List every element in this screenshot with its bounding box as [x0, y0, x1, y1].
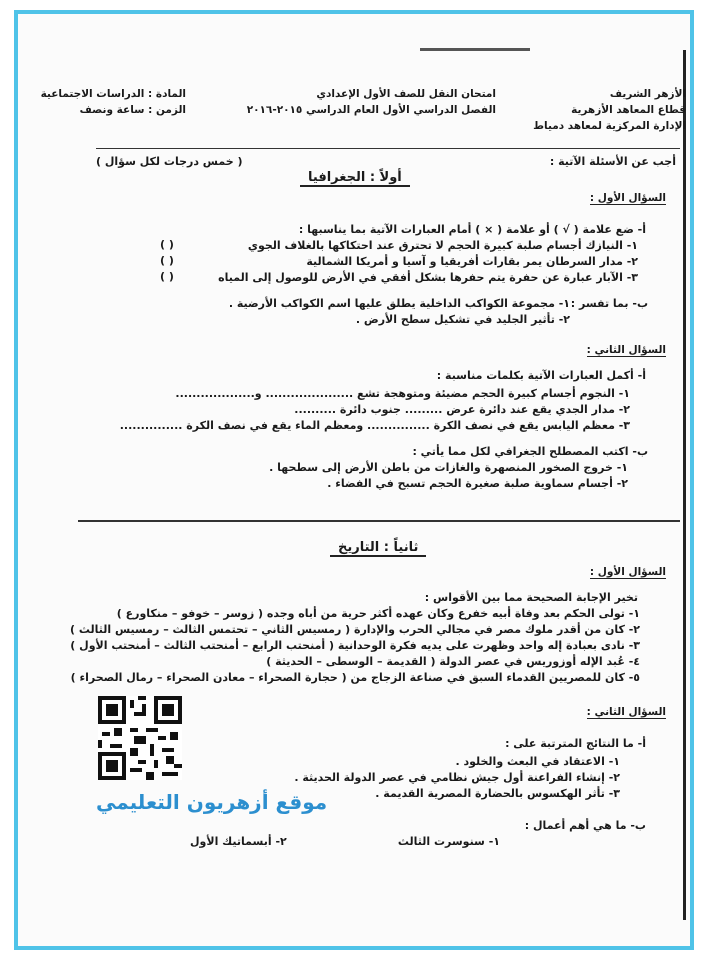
geo-q1a-item: ١- النيازك أجسام صلبة كبيرة الحجم لا تحترق عند احتكاكها بالغلاف الجوي	[247, 239, 638, 252]
geo-q2a-item: ٢- مدار الجدي يقع عند دائرة عرض ......... جنوب دائرة ..........	[294, 403, 630, 416]
hist-q2-label: السؤال الثاني :	[586, 706, 666, 718]
hist-q1-item: ٥- كان للمصريين القدماء السبق في صناعة الزجاج من ( حجارة الصحراء – معادن الصحراء – رمال الصحراء )	[70, 671, 640, 684]
exam-header	[26, 86, 686, 138]
hist-q1-item: ٣- نادى بعبادة إله واحد وظهرت على يديه فكرة الوحدانية ( أمنحتب الرابع – أمنحتب الثالث – أمنحتب الأول )	[70, 639, 640, 652]
hist-q1-item: ٢- كان من أقدر ملوك مصر في مجالي الحرب والإدارة ( رمسيس الثاني – تحتمس الثالث – رمسيس الثالث )	[70, 623, 640, 636]
qr-code-icon	[98, 696, 182, 780]
hist-q2a-item: ٣- تأثر الهكسوس بالحضارة المصرية القديمة .	[375, 787, 620, 800]
history-title: ثانياً : التاريخ	[330, 540, 426, 557]
geo-q1b-lead: ب- بما تفسر :	[570, 297, 648, 310]
geo-q2a-item: ١- النجوم أجسام كبيرة الحجم مضيئة ومتوهجة تشع ..................... و...................	[175, 387, 630, 400]
geo-q1-label: السؤال الأول :	[589, 192, 666, 204]
hist-q1-item: ٤- عُبد الإله أوزوريس في عصر الدولة ( القديمة – الوسطى – الحديثة )	[266, 655, 640, 668]
geo-q2b-item: ١- خروج الصخور المنصهرة والغازات من باطن الأرض إلى سطحها .	[269, 461, 628, 474]
hist-q2a-item: ١- الاعتقاد في البعث والخلود .	[455, 755, 620, 768]
hist-q2b-item: ١- سنوسرت الثالث	[397, 835, 500, 848]
hist-q2a-instruction: أ- ما النتائج المترتبة على :	[505, 737, 646, 750]
geography-title: أولاً : الجغرافيا	[300, 170, 410, 187]
margin-rule	[683, 50, 686, 920]
hist-q2b-item: ٢- أبسماتيك الأول	[190, 835, 287, 848]
hist-q1-label: السؤال الأول :	[589, 566, 666, 578]
section-divider	[78, 520, 680, 522]
geo-q1b-item: ١- مجموعة الكواكب الداخلية يطلق عليها اسم الكواكب الأرضية .	[228, 297, 570, 310]
hist-q1-instruction: تخير الإجابة الصحيحة مما بين الأقواس :	[424, 591, 638, 604]
geo-q1a-item: ٢- مدار السرطان يمر بقارات أفريقيا و آسيا و أمريكا الشمالية	[306, 255, 638, 268]
watermark-site-name: موقع أزهريون التعليمي	[96, 790, 328, 814]
geo-q2a-item: ٣- معظم اليابس يقع في نصف الكرة ............... ومعظم الماء يقع في نصف الكرة ...............	[119, 419, 630, 432]
geo-q1a-item: ٣- الآبار عبارة عن حفرة يتم حفرها بشكل أفقي في الأرض للوصول إلى المياه	[218, 271, 638, 284]
hist-q2a-item: ٢- إنشاء الفراعنة أول جيش نظامي في عصر الدولة الحديثة .	[294, 771, 620, 784]
hist-q1-item: ١- تولى الحكم بعد وفاة أبيه خفرع وكان عهده أكثر حرية من أباه وجده ( زوسر – خوفو – منكاورع )	[116, 607, 640, 620]
answer-bracket[interactable]: ( )	[160, 254, 174, 267]
instructions: أجب عن الأسئلة الآتية :	[549, 155, 676, 168]
geo-q1a-instruction: أ- ضع علامة ( √ ) أو علامة ( × ) أمام العبارات الآتية بما يناسبها :	[298, 223, 646, 236]
header-exam-title: امتحان النقل للصف الأول الإعدادي الفصل الدراسي الأول العام الدراسي ٢٠١٥-٢٠١٦	[246, 88, 496, 116]
header-subject: المادة : الدراسات الاجتماعية الزمن : ساعة ونصف	[40, 88, 186, 116]
geo-q2-label: السؤال الثاني :	[586, 344, 666, 356]
geo-q2a-instruction: أ- أكمل العبارات الآتية بكلمات مناسبة :	[436, 369, 646, 382]
header-institution: الأزهر الشريف قطاع المعاهد الأزهرية الإدارة المركزية لمعاهد دمياط	[533, 88, 686, 132]
geo-q2b-instruction: ب- اكتب المصطلح الجغرافي لكل مما يأتي :	[412, 445, 648, 458]
marks-note: ( خمس درجات لكل سؤال )	[96, 155, 243, 168]
answer-bracket[interactable]: ( )	[160, 238, 174, 251]
geo-q2b-item: ٢- أجسام سماوية صلبة صغيرة الحجم تسبح في الفضاء .	[327, 477, 628, 490]
geo-q1b-item: ٢- تأثير الجليد في تشكيل سطح الأرض .	[355, 313, 570, 326]
hist-q2b-instruction: ب- ما هي أهم أعمال :	[524, 819, 646, 832]
answer-bracket[interactable]: ( )	[160, 270, 174, 283]
header-rule	[96, 148, 680, 149]
top-dash	[420, 48, 530, 51]
